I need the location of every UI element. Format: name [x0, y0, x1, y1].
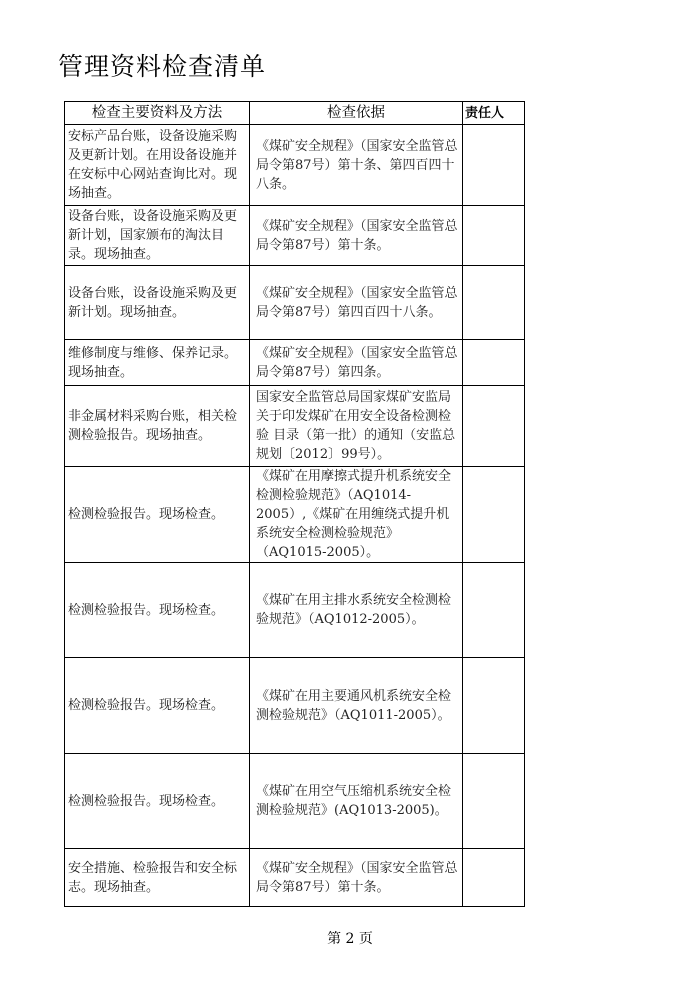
owner-cell[interactable]: [463, 206, 525, 266]
method-cell: 设备台账，设备设施采购及更新计划。现场抽查。: [65, 266, 250, 340]
table-row: [65, 563, 525, 658]
page-number: 第 2 页: [327, 931, 373, 947]
method-cell: 维修制度与维修、保养记录。现场抽查。: [65, 340, 250, 386]
method-cell: 检测检验报告。现场检查。: [65, 467, 250, 563]
table-header-row: [65, 102, 525, 125]
owner-cell[interactable]: [463, 658, 525, 754]
basis-cell: 《煤矿安全规程》（国家安全监管总局令第87号）第十条。: [250, 206, 463, 266]
owner-cell[interactable]: [463, 125, 525, 206]
page-title: 管理资料检查清单: [58, 52, 267, 81]
table-row: [65, 754, 525, 849]
basis-cell: 《煤矿安全规程》（国家安全监管总局令第87号）第十条。: [250, 849, 463, 907]
table-row: [65, 467, 525, 563]
owner-cell[interactable]: [463, 754, 525, 849]
basis-cell: 《煤矿在用摩擦式提升机系统安全检测检验规范》（AQ1014-2005）,《煤矿在用缠绕式提升机系统安全检测检验规范》（AQ1015-2005）。: [250, 467, 463, 563]
basis-cell: 《煤矿安全规程》（国家安全监管总局令第87号）第四百四十八条。: [250, 266, 463, 340]
basis-cell: 《煤矿安全规程》（国家安全监管总局令第87号）第十条、第四百四十八条。: [250, 125, 463, 206]
method-cell: 安全措施、检验报告和安全标志。现场抽查。: [65, 849, 250, 907]
basis-cell: 《煤矿在用空气压缩机系统安全检测检验规范》(AQ1013-2005)。: [250, 754, 463, 849]
table-row: [65, 125, 525, 206]
header-method: 检查主要资料及方法: [65, 102, 250, 125]
method-cell: 非金属材料采购台账，相关检测检验报告。现场抽查。: [65, 386, 250, 467]
method-cell: 检测检验报告。现场检查。: [65, 563, 250, 658]
owner-cell[interactable]: [463, 340, 525, 386]
basis-cell: 《煤矿安全规程》（国家安全监管总局令第87号）第四条。: [250, 340, 463, 386]
header-basis: 检查依据: [250, 102, 463, 125]
table-row: [65, 386, 525, 467]
owner-cell[interactable]: [463, 386, 525, 467]
table-row: [65, 206, 525, 266]
owner-cell[interactable]: [463, 849, 525, 907]
owner-cell[interactable]: [463, 563, 525, 658]
method-cell: 安标产品台账，设备设施采购及更新计划。在用设备设施并在安标中心网站查询比对。现场抽查。: [65, 125, 250, 206]
table-row: [65, 849, 525, 907]
method-cell: 检测检验报告。现场检查。: [65, 658, 250, 754]
checklist-table: [64, 101, 525, 907]
basis-cell: 国家安全监管总局国家煤矿安监局关于印发煤矿在用安全设备检测检验 目录（第一批）的通知（安监总规划〔2012〕99号）。: [250, 386, 463, 467]
basis-cell: 《煤矿在用主要通风机系统安全检测检验规范》（AQ1011-2005）。: [250, 658, 463, 754]
header-owner: 责任人: [463, 102, 525, 125]
owner-cell[interactable]: [463, 467, 525, 563]
owner-cell[interactable]: [463, 266, 525, 340]
method-cell: 设备台账，设备设施采购及更新计划，国家颁布的淘汰目录。现场抽查。: [65, 206, 250, 266]
method-cell: 检测检验报告。现场检查。: [65, 754, 250, 849]
table-row: [65, 340, 525, 386]
basis-cell: 《煤矿在用主排水系统安全检测检验规范》（AQ1012-2005）。: [250, 563, 463, 658]
table-row: [65, 658, 525, 754]
table-row: [65, 266, 525, 340]
